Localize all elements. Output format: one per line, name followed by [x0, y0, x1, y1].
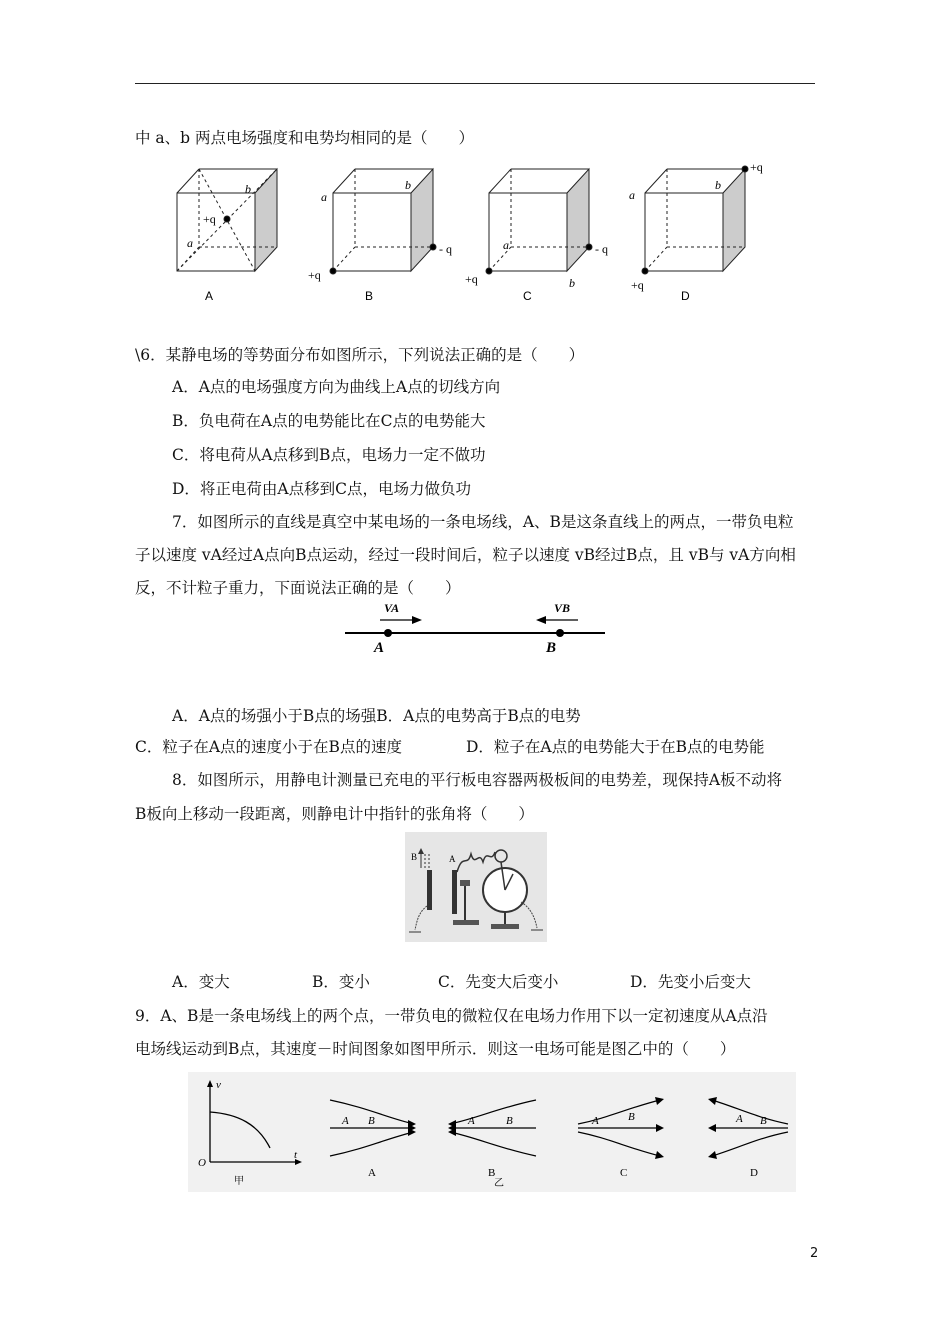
q8-line-1: 8．如图所示，用静电计测量已充电的平行板电容器两极板间的电势差，现保持A板不动将: [172, 771, 783, 789]
cube-c: [486, 169, 592, 274]
page-number: 2: [810, 1246, 819, 1261]
svg-text:O: O: [198, 1157, 206, 1169]
svg-text:- q: - q: [595, 242, 608, 256]
q6-option-d: D．将正电荷由A点移到C点，电场力做负功: [172, 480, 471, 498]
svg-text:C: C: [620, 1167, 628, 1179]
svg-text:+q: +q: [631, 278, 644, 292]
svg-text:a: a: [187, 236, 193, 250]
svg-text:A: A: [205, 289, 214, 303]
svg-text:B: B: [411, 852, 418, 862]
svg-text:A: A: [592, 1115, 599, 1127]
svg-text:b: b: [245, 182, 251, 196]
svg-text:A: A: [342, 1115, 349, 1127]
q8-line-2: B板向上移动一段距离，则静电计中指针的张角将（ ）: [135, 805, 534, 823]
q9-figure: [188, 1072, 796, 1192]
svg-text:b: b: [569, 276, 575, 290]
q9-line-1: 9．A、B是一条电场线上的两个点，一带负电的微粒仅在电场力作用下以一定初速度从A点沿: [135, 1007, 768, 1025]
svg-text:VB: VB: [554, 601, 571, 615]
svg-text:+q: +q: [203, 212, 216, 226]
svg-text:+q: +q: [465, 272, 478, 286]
svg-text:+q: +q: [750, 160, 763, 174]
q7-line-2: 子以速度 vA经过A点向B点运动，经过一段时间后，粒子以速度 vB经过B点，且 vB与 vA方向相: [135, 546, 796, 564]
q7-line-1: 7．如图所示的直线是真空中某电场的一条电场线，A、B是这条直线上的两点，一带负电粒: [172, 513, 794, 531]
svg-text:A: A: [468, 1115, 475, 1127]
svg-text:v: v: [216, 1079, 221, 1091]
q6-stem: \6．某静电场的等势面分布如图所示，下列说法正确的是（ ）: [135, 346, 585, 364]
svg-text:B: B: [365, 289, 374, 303]
svg-text:乙: 乙: [494, 1178, 504, 1189]
svg-text:b: b: [715, 178, 721, 192]
q7-field-line-figure: [340, 598, 610, 658]
cube-b: [330, 169, 436, 274]
svg-text:B: B: [546, 640, 557, 656]
svg-text:A: A: [374, 640, 385, 656]
svg-text:B: B: [506, 1115, 513, 1127]
cube-d: [642, 166, 748, 274]
q5-cubes-figure: [165, 155, 805, 305]
svg-text:B: B: [368, 1115, 375, 1127]
svg-text:A: A: [449, 854, 456, 864]
svg-text:甲: 甲: [234, 1176, 244, 1187]
svg-text:B: B: [628, 1111, 635, 1123]
q7-line-3: 反，不计粒子重力，下面说法正确的是（ ）: [135, 579, 461, 597]
q7-option-d: D．粒子在A点的电势能大于在B点的电势能: [466, 738, 765, 756]
q7-option-c: C．粒子在A点的速度小于在B点的速度: [135, 738, 402, 756]
q8-option-b: B．变小: [312, 973, 370, 991]
q9-line-2: 电场线运动到B点，其速度－时间图象如图甲所示．则这一电场可能是图乙中的（ ）: [135, 1040, 736, 1058]
q6-option-b: B．负电荷在A点的电势能比在C点的电势能大: [172, 412, 486, 430]
svg-text:A: A: [736, 1113, 743, 1125]
cube-a: [177, 169, 277, 271]
svg-text:A: A: [368, 1167, 376, 1179]
svg-text:C: C: [523, 289, 532, 303]
svg-text:t: t: [294, 1149, 298, 1161]
svg-text:a: a: [321, 190, 327, 204]
q8-electrometer-figure: [405, 832, 547, 942]
svg-text:B: B: [760, 1115, 767, 1127]
svg-text:- q: - q: [439, 242, 452, 256]
q5-stem: 中 a、b 两点电场强度和电势均相同的是（ ）: [135, 129, 475, 147]
q7-options-ab: A．A点的场强小于B点的场强B．A点的电势高于B点的电势: [172, 707, 581, 725]
svg-text:D: D: [681, 289, 690, 303]
svg-text:a: a: [503, 238, 509, 252]
header-rule: [135, 83, 815, 84]
svg-text:D: D: [750, 1167, 758, 1179]
svg-text:B: B: [488, 1167, 496, 1179]
q6-option-a: A．A点的电场强度方向为曲线上A点的切线方向: [172, 378, 501, 396]
svg-text:+q: +q: [308, 268, 321, 282]
svg-text:b: b: [405, 178, 411, 192]
svg-text:a: a: [629, 188, 635, 202]
q6-option-c: C．将电荷从A点移到B点，电场力一定不做功: [172, 446, 486, 464]
q8-option-c: C．先变大后变小: [438, 973, 559, 991]
q8-option-a: A．变大: [172, 973, 230, 991]
q8-option-d: D．先变小后变大: [630, 973, 751, 991]
svg-text:VA: VA: [384, 601, 400, 615]
